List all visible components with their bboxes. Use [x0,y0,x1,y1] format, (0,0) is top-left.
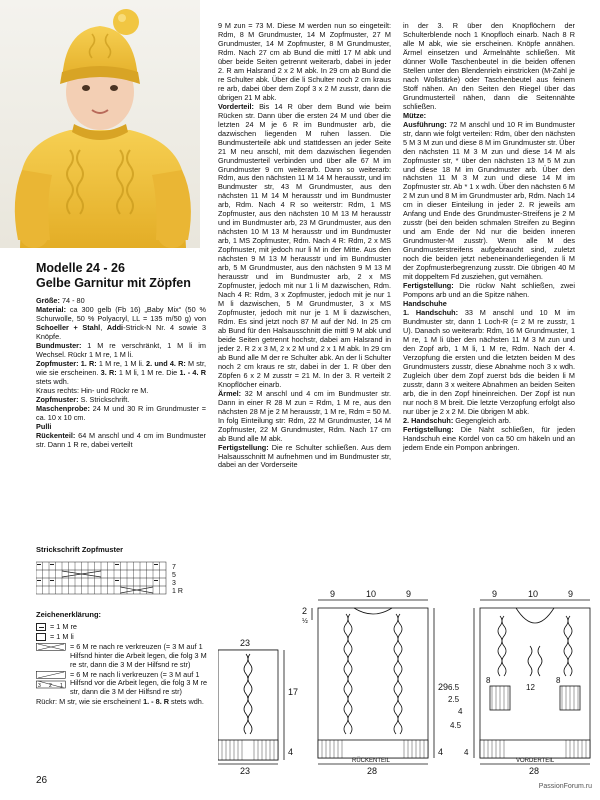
product-photo [0,0,200,248]
gauge-paragraph: Maschenprobe: 24 M und 30 R im Grundmuster = ca. 10 x 10 cm. [36,403,206,422]
purl-stitch-icon [36,633,46,641]
glove2-paragraph: 2. Handschuh: Gegengleich arb. [403,415,511,425]
rib-pattern-paragraph: Bundmuster: 1 M re verschränkt, 1 M li im Wechsel. Rückr 1 M re, 1 M li. [36,340,206,359]
legend-cable-right: = 6 M re nach re verkreuzen (= 3 M auf 1 Hilfsnd hinter die Arbeit legen, die folg 3 M re str, dann die 3 M der Hilfsnd re str) [36,643,208,670]
cable-ref-paragraph: Zopfmuster: S. Strickschrift. [36,394,130,404]
front-dim-4a: 4 [458,707,463,716]
model-name-title: Gelbe Garnitur mit Zöpfen [36,276,191,290]
cable-right-icon [36,643,66,651]
legend-num-1: 1 [60,682,63,689]
pullover-heading: Pulli [36,421,52,431]
sleeve-height: 17 [288,687,299,697]
front-dim-25: 2.5 [448,695,460,704]
stitch-chart [36,545,208,595]
stitch-chart-title: Strickschrift Zopfmuster [36,545,124,554]
back-continued: 9 M zun = 73 M. Diese M werden nun so eingeteilt: Rdm, 8 M Grundmuster, 14 M Zopfmuster, 27 M Grundmuster, 14 M Zopfmuster, 8 M Grundmuster, Rdm. Nach 27 cm ab Bund die mittl 17 M abk und über beide Seiten getrennt weiterarb, dabei in jeder 2. R am Halsrand 2 x 2 M abk. In 29 cm ab Bund die re Schulter abk. Über die li Schulter noch 2 cm kraus re arb, dabei über dem Zopf 3 x 2 M zusstr, dann die übrigen 21 M abk. [218,21,391,102]
chart-row-1: 1 R [172,588,183,595]
legend [36,610,208,707]
watermark: PassionForum.ru [538,783,592,790]
back-side-half: ½ [302,618,308,625]
back-neck-n1: 9 [330,590,336,599]
glove-finishing: Fertigstellung: Die Naht schließen, für jeden Handschuh eine Kordel von ca 50 cm häkeln und an jedem Ende ein Pompon anbringen. [403,424,575,452]
baby-photo-illustration [0,0,200,248]
chart-row-5: 5 [172,572,176,579]
hat-heading: Mütze: [403,110,427,120]
column-right [403,22,575,453]
legend-knit: = 1 M re [36,623,208,632]
front-pocket-8: 8 [486,676,491,685]
front-neck-n3: 9 [568,590,574,599]
back-side-2: 2 [302,606,308,616]
hat-finishing: Fertigstellung: Die rückw Naht schließen, zwei Pompons arb und an die Spitze nähen. [403,281,575,300]
gloves-heading: Handschuhe [403,299,447,309]
cable-pattern-paragraph: Zopfmuster: 1. R: 1 M re, 1 M li. 2. und 4. R: M str, wie sie erscheinen. 3. R: 1 M li, 1 M re. Die 1. - 4. R stets wdh. [36,358,207,386]
sleeve-bottom-width: 23 [240,766,251,776]
chart-row-7: 7 [172,564,176,571]
legend-num-3: 3 [38,682,41,689]
front-mid-12: 12 [526,683,535,692]
finishing-paragraph: Fertigstellung: Die re Schulter schließen. Aus dem Halsausschnitt M aufnehmen und im Bundmuster str, dabei an der Vorderseite [218,442,391,470]
model-number-title: Modelle 24 - 26 [36,261,125,275]
sleeve-cuff: 4 [288,747,294,757]
front-rib-4: 4 [464,748,469,757]
glove1-paragraph: 1. Handschuh: 33 M anschl und 10 M im Bundmuster str, dann 1 Loch-R (= 2 M re zusstr, 1 U). Danach so weiterarb: Rdm, 16 M Grundmuster, 1 M re, 1 M li über den nächsten 11 M 3 M zun und den Zopf arb, 1 M li, 1 M re, Rdm. Nach der 4. Verzopfung die ersten und die letzten beiden M des Grundmusters zusstr, diese Abnahme noch 3 x wdh. Zugleich über dem Zopf zuerst bds die beiden li M zusstr, dann 3 x weitere Abnahmen an beiden Seiten arb, die in den Zopf hineinreichen. Der Zopf ist nun nur noch 8 M breit. Die letzte Verzopfung erfolgt also nur über je 2 x 2 M. Die übrigen M abk. [403,308,575,416]
page-number: 26 [36,775,48,786]
front-dim-65: 6.5 [448,683,460,692]
schematics [218,590,598,780]
legend-cable-left: 3 2 1 = 6 M re nach li verkreuzen (= 3 M auf 1 Hilfsnd vor die Arbeit legen, die folg 3 M re str, dann die 3 M der Hilfsnd re str) [38,669,208,697]
front-neck-n2: 10 [528,590,539,599]
cable-left-icon [36,671,66,689]
legend-title: Zeichenerklärung: [36,610,102,619]
front-paragraph: Vorderteil: Bis 14 R über dem Bund wie beim Rücken str. Dann über die ersten 24 M und über die letzten 24 M je 6 R im Bundmuster arb, die dazwischen liegenden M ruhen lassen. Die Bundmusterteile abk und stattdessen an jeder Seite 21 M neu anschl, mit dem dazwischen liegenden Grundmusterteil verbinden und über alle 67 M im Grundmuster 9 cm weiterarb. Dann so weiterarb: Rdm, aus den nächsten 11 M 14 M herausstr, und im Bundmuster str, 43 M Grundmuster, aus den nächsten 11 M 14 M herausstr und im Bundmuster arb, Rdm. Nach 4 R so weiterstr: Rdm, 1 MS Zopfmuster, aus den nächsten 10 M 13 M herausstr und im Bundmuster arb, 23 M Grundmuster, aus den nächsten 10 M 13 M herausstr und im Bundmuster arb, 1 MS Zopfmuster, Rdm. Nach 4 R: Rdm, 2 x MS Zopfmuster, mit jedoch nur li M in der Mitte. Aus den nächsten 9 M 13 M herausstr und im Bundmuster arb, 5 M Grundmuster, aus den nächsten 9 M 13 M herausstr und im Bundmuster arb, 2 x MS Zopfmuster, jedoch mit nur 1 li M dazwischen, Rdm. Nach 4 R: Rdm, 3 x Zopfmuster, jedoch mit je nur 1 M li dazwischen, 5 M Grundmuster, 3 x MS Zopfmuster, jedoch mit nur je 1 M li dazwischen, Rdm. Es sind jetzt noch 87 M auf der Nd. In 25 cm ab Bund für den Halsausschnitt die mittl 9 M abk und beide Seiten getrennt hochstr, dabei am Halsrand in jeder 2. R 2 x 3 M, 2 x 2 M und 2 x 1 M abk. In 29 cm ab Bund alle M der re Schulter abk. An der li Schulter noch 2 cm kraus re str, dabei in der 1. R über den Zöpfen 6 x 2 M zusstr = 21 M. In der 3. R verteilt 2 Knopflöcher einarb. [218,101,391,389]
back-paragraph: Rückenteil: 64 M anschl und 4 cm im Bundmuster str. Dann 1 R re, dabei verteilt [36,430,206,449]
back-label: RÜCKENTEIL [352,758,391,764]
material-paragraph: Material: ca 300 gelb (Fb 16) „Baby Mix“ (50 % Schurwolle, 50 % Polyacryl, LL = 135 m/50 g) von Schoeller + Stahl, Addi-Strick-N Nr. 4 sowie 3 Knöpfe. [36,304,206,341]
back-width: 28 [367,766,378,776]
sleeve-paragraph: Ärmel: 32 M anschl und 4 cm im Bundmuster str. Dann in einer R 28 M zun = Rdm, 1 M re, aus den nächsten 28 M je 2 M herausstr, 1 M re, Rdm = 50 M. In folg Einteilung str: Rdm, 22 M Grundmuster, 14 M Zopfmuster, 22 M Grundmuster, Rdm. Nach 17 cm ab Bund alle M abk. [218,388,391,443]
legend-purl: = 1 M li [36,633,208,642]
hat-paragraph: Ausführung: 72 M anschl und 10 R im Bundmuster str, dann wie folgt verteilen: Rdm, über den nächsten 5 M 3 M zun und diese 8 M im Grundmuster str. Über den nächsten 11 M 3 M zun und diese 14 M als Zopfmuster str, * über den nächsten 13 M 5 M zun und diese 18 M im Grundmuster arb. Über den nächsten 11 M 3 M zun und diese 14 M im Zopfmuster str. Ab * 1 x wdh. Über den nächsten 6 M 2 M zun und 8 M im Grundmuster arb, Rdm. Nach 14 cm in dieser Einteilung in jeder 2. R jeweils am Anfang und Ende des Grundmuster-Streifens je 2 M zusstr (bei den beiden schmalen Streifen zu Beginn und am Ende der Nd nur die beiden inneren Grundmuster-M zusstr). Wenn alle M des Grundmusterstreifens aufgebraucht sind, zuletzt noch die beiden jetzt nebeneinanderliegenden li M der Zopfmusterbegrenzung zusstr. Die übrigen 40 M mit doppeltem Fd zusziehen, gut vernähen. [403,119,575,282]
knit-stitch-icon [36,623,46,631]
back-height: 29 [438,682,449,692]
front-label: VORDERTEIL [516,758,555,764]
back-neck-n2: 10 [366,590,377,599]
column-left [36,261,206,449]
front-width: 28 [529,766,540,776]
legend-footer: Rückr: M str, wie sie erscheinen! 1. - 8. R stets wdh. [36,697,204,707]
front-dim-45: 4.5 [450,721,462,730]
column-middle [218,22,391,470]
stitch-chart-grid [36,560,208,600]
finishing-continued: in der 3. R über den Knopflöchern der Schulterblende noch 1 Knopfloch einarb. Nach 8 R alle M abk, wie sie erscheinen. Knöpfe annähen. Ärmel einsetzen und Ärmelnähte schließen. Mit dünner Wolle Taschenbeutel in die beiden offenen Stellen unter den Blendenrieln einstricken (M-Zahl je nach Wollstärke) oder Taschenbeutel aus feinem Stoff nähen. An den Seiten den Riegel über das Grundmusterteil nähen, dann die Seitennähte schließen. [403,21,575,111]
back-rib-height: 4 [438,747,444,757]
front-pocket-8b: 8 [556,676,561,685]
sleeve-top-width: 23 [240,638,251,648]
front-neck-n1: 9 [492,590,498,599]
legend-num-2: 2 [49,682,52,689]
chart-row-3: 3 [172,580,176,587]
garter-paragraph: Kraus rechts: Hin- und Rückr re M. [36,385,149,395]
back-neck-n3: 9 [406,590,412,599]
size-paragraph: Größe: 74 - 80 [36,296,85,305]
